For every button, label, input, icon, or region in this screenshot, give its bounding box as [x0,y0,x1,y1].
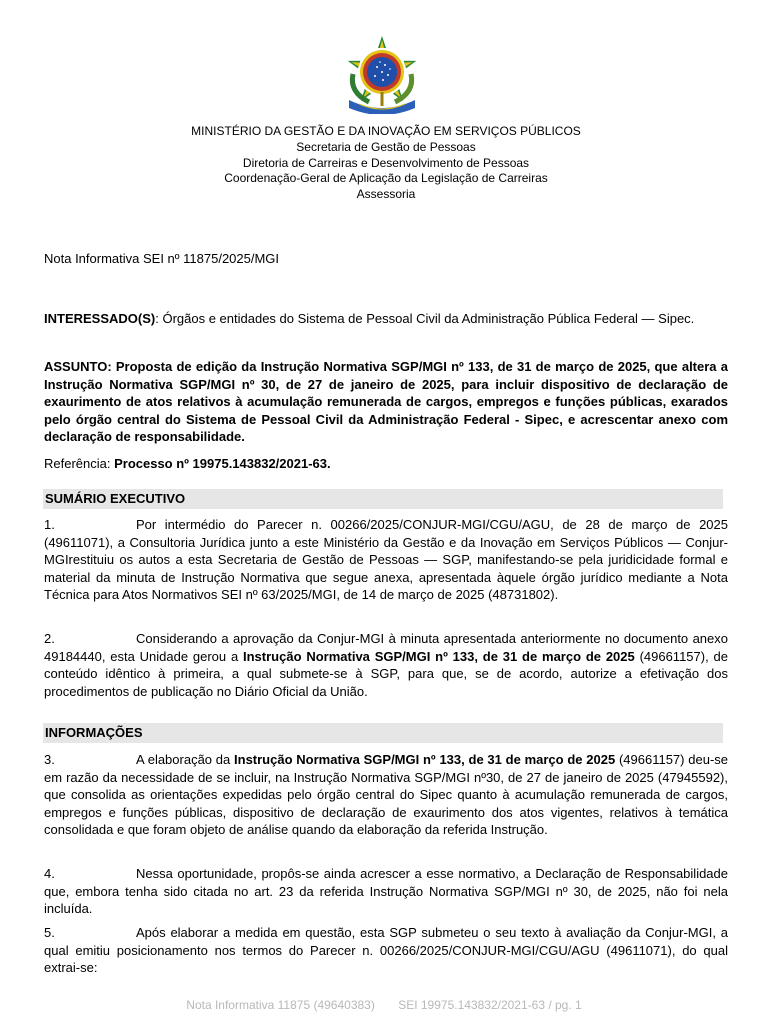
paragraph-text: Por intermédio do Parecer n. 00266/2025/CONJUR-MGI/CGU/AGU, de 28 de março de 2025 (49611071), a Consultoria Jurídica junto a este Ministério da Gestão e da Inovação em Serviços Públicos — Conjur-MGIrestituiu os autos a esta Secretaria de Gestão de Pessoas — SGP, manifestando-se pela juridicidade formal e material da minuta de Instrução Normativa que segue anexa, apresentada àquele órgão jurídico mediante a Nota Técnica para Atos Normativos SEI nº 63/2025/MGI, de 14 de março de 2025 (48731802). [44,517,728,603]
footer-process-page: SEI 19975.143832/2021-63 / pg. 1 [398,998,582,1012]
unit-name: Assessoria [356,187,416,202]
reference-line [44,455,728,473]
paragraph-number: 3. [44,752,55,767]
paragraph-text: (49661157) deu-se em razão da necessidade de se incluir, na Instrução Normativa SGP/MGI nº30, de 27 de janeiro de 2025 (47945592), que consolida as orientações expedidas pelo órgão central do Sipec quanto à acumulação remunerada de cargos, empregos e funções públicas, dispositivo de declaração de exaurimento dos atos vigentes, relativos à temática consolidada e que foram objeto de análise quando da elaboração da referida Instrução. [44,752,728,838]
paragraph-number: 1. [44,517,55,532]
reference-label: Referência: [44,456,115,471]
paragraph-bold-ref: Instrução Normativa SGP/MGI nº 133, de 31 de março de 2025 [243,648,635,664]
section-information: INFORMAÇÕES [43,723,723,743]
footer-document-id: Nota Informativa 11875 (49640383) [186,998,375,1012]
coordination-name: Coordenação-Geral de Aplicação da Legislação de Carreiras [224,171,548,186]
paragraph-text: Após elaborar a medida em questão, esta SGP submeteu o seu texto à avaliação da Conjur-MGI, a qual emitiu posicionamento nos termos do Parecer n. 00266/2025/CONJUR-MGI/CGU/AGU (49611071), do qual extrai-se: [44,925,728,976]
paragraph-text: Nessa oportunidade, propôs-se ainda acrescer a esse normativo, a Declaração de Responsabilidade que, embora tenha sido citada no art. 23 da referida Instrução Normativa SGP/MGI nº 30, de 2025, não foi nela incluída. [44,866,728,917]
paragraph-text: A elaboração da [136,752,235,767]
paragraph-bold-ref: Instrução Normativa SGP/MGI nº 133, de 31 de março de 2025 [234,752,616,767]
paragraph-number: 2. [44,631,55,646]
directorate-name: Diretoria de Carreiras e Desenvolvimento de Pessoas [242,155,530,170]
interested-label: INTERESSADO(S) [44,311,156,326]
reference-value: Processo nº 19975.143832/2021-63. [114,456,331,471]
note-title: Nota Informativa SEI nº 11875/2025/MGI [44,251,280,266]
paragraph-text: (49661157), de conteúdo idêntico à primeira, a qual submete-se à SGP, para que, se de acordo, autorize a efetivação dos procedimentos de publicação no Diário Oficial da União. [44,648,728,699]
paragraph-3 [44,751,728,839]
ministry-name: MINISTÉRIO DA GESTÃO E DA INOVAÇÃO EM SERVIÇOS PÚBLICOS [191,124,581,138]
secretariat-name: Secretaria de Gestão de Pessoas [296,139,476,154]
paragraph-number: 5. [44,925,55,940]
subject-label: ASSUNTO [44,359,108,374]
interested-text: : Órgãos e entidades do Sistema de Pessoal Civil da Administração Pública Federal — Sipec. [155,311,695,326]
brazil-coat-of-arms-icon [339,34,425,114]
paragraph-5 [44,924,728,977]
letterhead [0,124,768,203]
paragraph-4 [44,865,728,918]
paragraph-text: Considerando a aprovação da Conjur-MGI à minuta apresentada anteriormente no documento anexo 49184440, esta Unidade gerou a [44,631,728,664]
subject-text: : Proposta de edição da Instrução Normativa SGP/MGI nº 133, de 31 de março de 2025, que altera a Instrução Normativa SGP/MGI nº 30, de 27 de janeiro de 2025, para incluir dispositivo de declaração de exaurimento de atos relativos à acumulação remunerada de cargos, empregos e funções públicas, exarados pelo órgão central do Sistema de Pessoal Civil da Administração Federal - Sipec, e acrescentar anexo com declaração de responsabilidade. [44,359,728,445]
paragraph-number: 4. [44,866,55,881]
interested-line [44,310,728,328]
page-footer [0,998,768,1012]
section-executive-summary: SUMÁRIO EXECUTIVO [43,489,723,509]
paragraph-2 [44,630,728,700]
paragraph-1 [44,516,728,604]
subject-paragraph [44,358,728,446]
